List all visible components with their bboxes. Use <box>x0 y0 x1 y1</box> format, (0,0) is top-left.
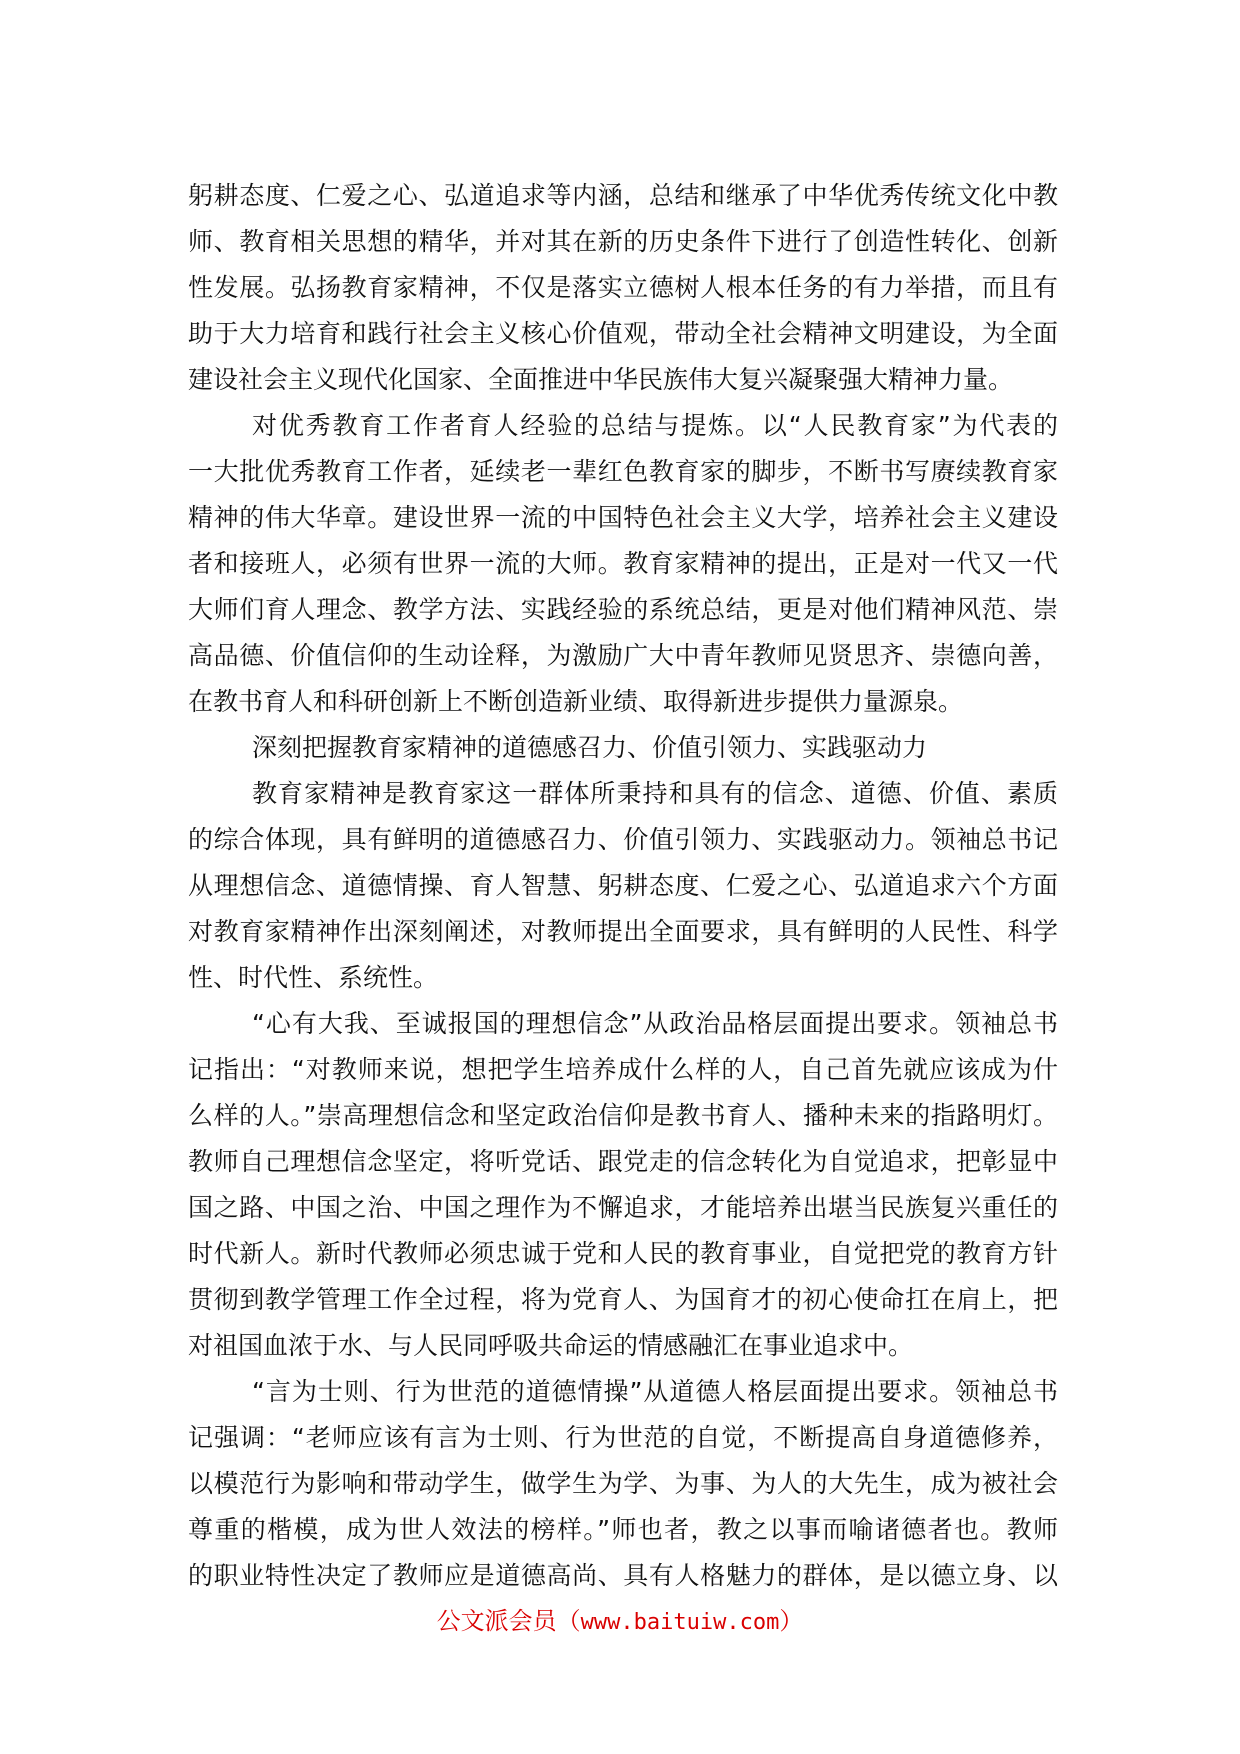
text-line: 教师自己理想信念坚定，将听党话、跟党走的信念转化为自觉追求，把彰显中 <box>188 1147 1058 1176</box>
footer-url: www.baituiw.com <box>580 1610 780 1635</box>
text-line: “言为士则、行为世范的道德情操”从道德人格层面提出要求。领袖总书 <box>252 1377 1058 1406</box>
text-line: 贯彻到教学管理工作全过程，将为党育人、为国育才的初心使命扛在肩上，把 <box>188 1285 1058 1314</box>
text-line: 对教育家精神作出深刻阐述，对教师提出全面要求，具有鲜明的人民性、科学 <box>188 917 1058 946</box>
footer-watermark <box>0 1604 1240 1640</box>
text-line: 么样的人。”崇高理想信念和坚定政治信仰是教书育人、播种未来的指路明灯。 <box>188 1101 1058 1130</box>
text-line: 尊重的楷模，成为世人效法的榜样。”师也者，教之以事而喻诸德者也。教师 <box>188 1515 1058 1544</box>
text-line: 精神的伟大华章。建设世界一流的中国特色社会主义大学，培养社会主义建设 <box>188 503 1058 532</box>
text-line: 对优秀教育工作者育人经验的总结与提炼。以“人民教育家”为代表的 <box>252 411 1058 440</box>
text-line: 性发展。弘扬教育家精神，不仅是落实立德树人根本任务的有力举措，而且有 <box>188 273 1058 302</box>
text-line: 助于大力培育和践行社会主义核心价值观，带动全社会精神文明建设，为全面 <box>188 319 1058 348</box>
text-line: “心有大我、至诚报国的理想信念”从政治品格层面提出要求。领袖总书 <box>252 1009 1058 1038</box>
text-line: 建设社会主义现代化国家、全面推进中华民族伟大复兴凝聚强大精神力量。 <box>188 365 1014 394</box>
text-line: 记指出：“对教师来说，想把学生培养成什么样的人，自己首先就应该成为什 <box>188 1055 1058 1084</box>
footer-open-paren: （ <box>556 1607 581 1635</box>
text-line: 从理想信念、道德情操、育人智慧、躬耕态度、仁爱之心、弘道追求六个方面 <box>188 871 1058 900</box>
text-line: 躬耕态度、仁爱之心、弘道追求等内涵，总结和继承了中华优秀传统文化中教 <box>188 181 1058 210</box>
text-line: 对祖国血浓于水、与人民同呼吸共命运的情感融汇在事业追求中。 <box>188 1331 914 1360</box>
footer-close-paren: ） <box>779 1607 804 1635</box>
text-line: 以模范行为影响和带动学生，做学生为学、为事、为人的大先生，成为被社会 <box>188 1469 1058 1498</box>
text-line: 高品德、价值信仰的生动诠释，为激励广大中青年教师见贤思齐、崇德向善， <box>188 641 1058 670</box>
text-line: 教育家精神是教育家这一群体所秉持和具有的信念、道德、价值、素质 <box>252 779 1058 808</box>
text-line: 的综合体现，具有鲜明的道德感召力、价值引领力、实践驱动力。领袖总书记 <box>188 825 1058 854</box>
document-body <box>188 173 1058 1599</box>
section-heading: 深刻把握教育家精神的道德感召力、价值引领力、实践驱动力 <box>252 733 928 762</box>
text-line: 的职业特性决定了教师应是道德高尚、具有人格魅力的群体，是以德立身、以 <box>188 1561 1058 1590</box>
text-line: 一大批优秀教育工作者，延续老一辈红色教育家的脚步，不断书写赓续教育家 <box>188 457 1058 486</box>
text-line: 性、时代性、系统性。 <box>188 963 439 992</box>
text-line: 者和接班人，必须有世界一流的大师。教育家精神的提出，正是对一代又一代 <box>188 549 1058 578</box>
text-line: 在教书育人和科研创新上不断创造新业绩、取得新进步提供力量源泉。 <box>188 687 964 716</box>
text-line: 时代新人。新时代教师必须忠诚于党和人民的教育事业，自觉把党的教育方针 <box>188 1239 1058 1268</box>
text-line: 大师们育人理念、教学方法、实践经验的系统总结，更是对他们精神风范、崇 <box>188 595 1058 624</box>
text-line: 记强调：“老师应该有言为士则、行为世范的自觉，不断提高自身道德修养， <box>188 1423 1058 1452</box>
footer-site-name: 公文派会员 <box>436 1607 557 1635</box>
text-line: 师、教育相关思想的精华，并对其在新的历史条件下进行了创造性转化、创新 <box>188 227 1058 256</box>
text-line: 国之路、中国之治、中国之理作为不懈追求，才能培养出堪当民族复兴重任的 <box>188 1193 1058 1222</box>
